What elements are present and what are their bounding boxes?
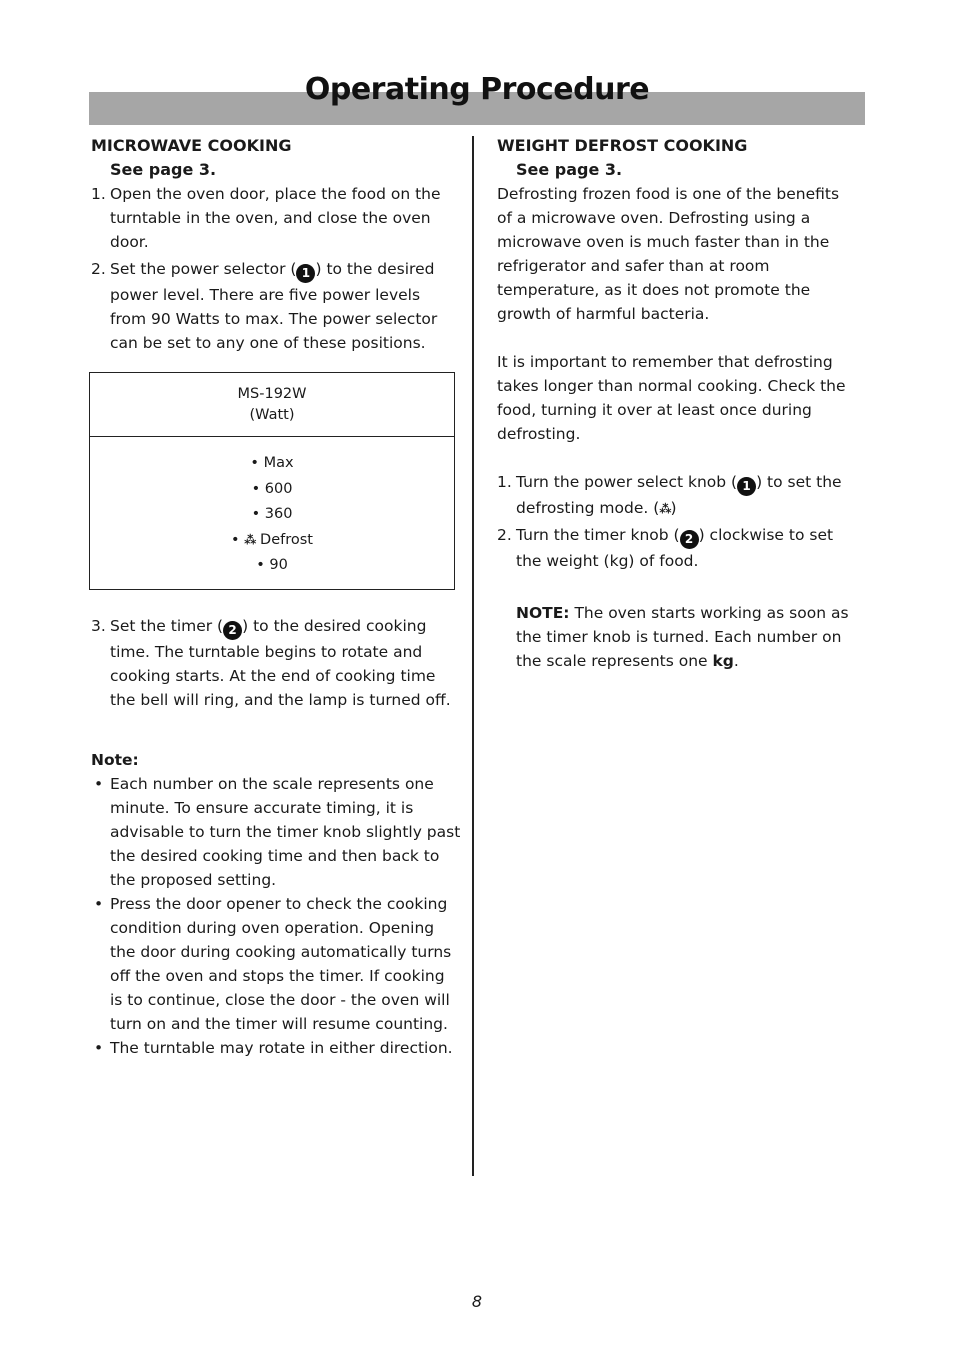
power-level-90: • 90 — [256, 557, 288, 573]
cooking-steps — [91, 182, 461, 355]
list-item — [91, 1036, 461, 1060]
bullet: • — [94, 1038, 104, 1057]
step-text: Turn the power select knob ( — [516, 473, 738, 491]
step-text: Set the power selector ( — [110, 260, 297, 278]
step-text: Open the oven door, place the food on the turntable in the oven, and close the oven door. — [110, 185, 441, 251]
knob-1-badge-icon: 1 — [737, 477, 756, 496]
list-item — [497, 470, 849, 521]
unit-label: (Watt) — [249, 406, 295, 423]
defrost-steps — [497, 470, 849, 573]
page-title: Operating Procedure — [304, 72, 650, 107]
step-number: 2. — [497, 526, 512, 544]
column-divider — [472, 136, 474, 1176]
cooking-steps-continued — [91, 614, 461, 712]
section-heading-weight-defrost: WEIGHT DEFROST COOKING — [497, 136, 748, 155]
step-number: 1. — [497, 473, 512, 491]
power-level-defrost — [90, 528, 454, 554]
step-number: 1. — [91, 185, 106, 203]
step-text: ) clockwise to set the weight (kg) of food. — [516, 526, 834, 570]
table-header-cell — [90, 373, 455, 437]
defrost-icon: ⁂ — [659, 502, 671, 516]
note-text: The turntable may rotate in either direction. — [110, 1038, 453, 1057]
list-item — [91, 182, 461, 254]
model-name: MS-192W — [237, 385, 307, 402]
page-number: 8 — [471, 1292, 483, 1311]
notes-list — [91, 772, 461, 1060]
note-label: NOTE: — [516, 604, 570, 622]
step-number: 3. — [91, 616, 106, 635]
step-text: Turn the timer knob ( — [516, 526, 680, 544]
reminder-paragraph: It is important to remember that defrosting takes longer than normal cooking. Check the food, turning it over at least once during defrosting. — [497, 353, 846, 443]
note-end: . — [733, 652, 739, 670]
power-level-max: • Max — [250, 455, 294, 471]
see-page-reference: See page 3. — [110, 160, 217, 179]
power-level-600: • 600 — [251, 480, 293, 497]
intro-paragraph: Defrosting frozen food is one of the benefits of a microwave oven. Defrosting using a microwave oven is much faster than in the refrigerator and safer than at room temperature, as it does not promote the growth of harmful bacteria. — [497, 185, 840, 323]
right-column — [497, 134, 849, 673]
note-heading: Note: — [91, 750, 139, 769]
step-text: ) to the desired power level. There are five power levels from 90 Watts to max. The power selector can be set to any one of these positions. — [110, 260, 438, 352]
step-text: ) to the desired cooking time. The turntable begins to rotate and cooking starts. At the end of cooking time the bell will ring, and the lamp is turned off. — [110, 616, 451, 709]
power-level-table — [89, 372, 455, 590]
step-text: Set the timer ( — [110, 616, 224, 635]
knob-1-badge-icon: 1 — [296, 264, 315, 283]
left-column — [91, 134, 461, 1060]
defrost-label: Defrost — [260, 531, 313, 548]
knob-2-badge-icon: 2 — [680, 530, 699, 549]
bullet: • — [230, 531, 240, 548]
list-item — [91, 772, 461, 892]
see-page-reference: See page 3. — [516, 160, 623, 179]
power-level-360: • 360 — [251, 506, 293, 522]
list-item — [91, 257, 461, 355]
knob-2-badge-icon: 2 — [223, 621, 242, 640]
step-text: ) to set the defrosting mode. ( — [516, 473, 842, 517]
defrost-note — [516, 601, 849, 673]
step-text: ) — [670, 499, 677, 517]
list-item — [91, 614, 461, 712]
bullet: • — [94, 774, 104, 793]
section-heading-microwave-cooking: MICROWAVE COOKING — [91, 136, 292, 155]
list-item — [91, 892, 461, 1036]
bullet: • — [94, 894, 104, 913]
step-number: 2. — [91, 260, 106, 278]
list-item — [497, 523, 849, 573]
note-text: The oven starts working as soon as the timer knob is turned. Each number on the scale represents one — [516, 604, 849, 670]
note-text: Press the door opener to check the cooking condition during oven operation. Opening the door during cooking automatically turns off the oven and stops the timer. If cooking is to continue, close the door - the oven will turn on and the timer will resume counting. — [110, 894, 452, 1033]
note-text: Each number on the scale represents one minute. To ensure accurate timing, it is advisable to turn the timer knob slightly past the desired cooking time and then back to the proposed setting. — [110, 774, 461, 889]
kg-unit: kg — [712, 652, 734, 670]
defrost-icon: ⁂ — [244, 532, 256, 547]
power-levels-cell — [90, 437, 455, 590]
